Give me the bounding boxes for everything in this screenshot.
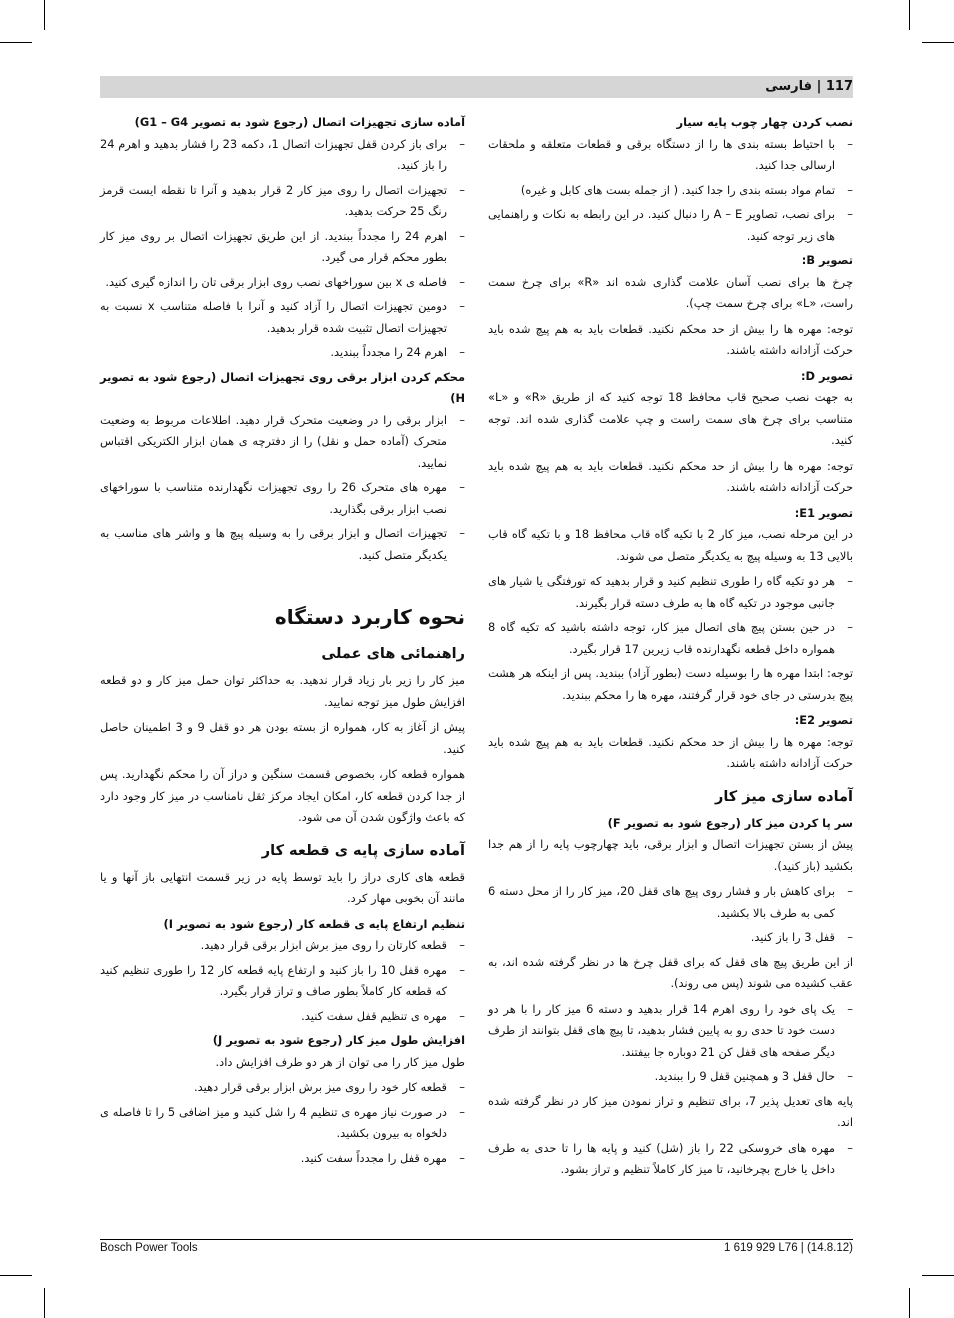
crop-mark (0, 42, 32, 43)
paragraph: توجه: مهره ها را بیش از حد محکم نکنید. قطعات باید به هم پیچ شده باید حرکت آزادانه داشته باشند. (488, 458, 853, 494)
list-item: – برای نصب، تصاویر A – E را دنبال کنید. در این رابطه به نکات و راهنمایی های زیر توجه کنید. (488, 204, 853, 247)
list-item: – در صورت نیاز مهره ی تنظیم 4 را شل کنید و میز اضافی 5 را تا فاصله ی دلخواه به بیرون بکشید. (100, 1102, 465, 1145)
right-column (488, 112, 853, 1184)
crop-mark (922, 1275, 954, 1276)
paragraph: پیش از بستن تجهیزات اتصال و ابزار برقی، باید چهارچوب پایه را از هم جدا بکشید (باز کنید). (488, 837, 853, 873)
paragraph: به جهت نصب صحیح قاب محافظ 18 توجه کنید که از طریق «R» و «L» متناسب برای چرخ های سمت راست و چپ علامت گذاری شده اند. توجه کنید. (488, 390, 853, 447)
subsection-heading: آماده سازی میز کار (714, 788, 853, 805)
list-item: – حال قفل 3 و همچنین قفل 9 را ببندید. (488, 1066, 853, 1088)
list-item: – در حین بستن پیچ های اتصال میز کار، توجه داشته باشید که تکیه گاه 8 همواره داخل قطعه نگهدارنده قاب زیرین 17 قرار بگیرد. (488, 617, 853, 660)
list-item: – قطعه کار خود را روی میز برش ابزار برقی قرار دهید. (100, 1077, 465, 1099)
paragraph: همواره قطعه کار، بخصوص قسمت سنگین و دراز آن را محکم نگهدارید. پس از جدا کردن قطعه کار، امکان ایجاد مرکز ثقل نامناسب در میز کار وجود دارد که باعث واژگون شدن آن می شود. (100, 767, 465, 824)
paragraph-heading: محکم کردن ابزار برقی روی تجهیزات اتصال (رجوع شود به تصویر H) (100, 369, 465, 405)
footer-doc-number: 1 619 929 L76 | (14.8.12) (724, 1242, 853, 1254)
paragraph-heading: تصویر B: (801, 253, 853, 267)
list-item: – تمام مواد بسته بندی را جدا کنید. ( از جمله بست های کابل و غیره) (488, 180, 853, 202)
list-item: – قفل 3 را باز کنید. (488, 927, 853, 949)
paragraph-heading: تنظیم ارتفاع پایه ی قطعه کار (رجوع شود به تصویر I) (163, 916, 465, 931)
paragraph-heading: سر پا کردن میز کار (رجوع شود به تصویر F) (607, 815, 853, 830)
list-item: – با احتیاط بسته بندی ها را از دستگاه برقی و قطعات متعلقه و ملحقات ارسالی جدا کنید. (488, 134, 853, 177)
page-header (765, 76, 853, 98)
paragraph: توجه: ابتدا مهره ها را بوسیله دست (بطور آزاد) ببندید. پس از اینکه هر هشت پیچ بدرستی در جای خود قرار گرفتند، مهره ها را محکم ببندید. (488, 666, 853, 702)
crop-mark (0, 1275, 32, 1276)
crop-mark (922, 42, 954, 43)
paragraph: توجه: مهره ها را بیش از حد محکم نکنید. قطعات باید به هم پیچ شده باید حرکت آزادانه داشته باشند. (488, 734, 853, 770)
list-item: – مهره ی تنظیم قفل سفت کنید. (100, 1006, 465, 1028)
crop-mark (44, 1288, 45, 1318)
list-item: – برای کاهش بار و فشار روی پیچ های قفل 20، میز کار را از محل دسته 6 کمی به طرف بالا بکشید. (488, 881, 853, 924)
list-item: – هر دو تکیه گاه را طوری تنظیم کنید و قرار بدهید که تورفتگی یا شیار های جانبی موجود در تکیه گاه ها به طرف دسته قرار بگیرند. (488, 571, 853, 614)
left-column (100, 112, 465, 1172)
section-title: نحوه کاربرد دستگاه (274, 605, 465, 629)
crop-mark (909, 0, 910, 30)
list-item: – اهرم 24 را مجدداً ببندید. (100, 342, 465, 364)
paragraph-heading: تصویر E1: (794, 505, 853, 520)
subsection-heading: راهنمائی های عملی (321, 646, 465, 662)
list-item: – یک پای خود را روی اهرم 14 قرار بدهید و دسته 6 میز کار را با هر دو دست خود تا حدی رو به پایین فشار بدهید، تا پیچ های قفل بتوانند از طرف دیگر صفحه های قفل کن 21 دوباره جا بیفتند. (488, 999, 853, 1064)
list-item: – ابزار برقی را در وضعیت متحرک قرار دهید. اطلاعات مربوط به وضعیت متحرک (آماده حمل و نقل) را از دفترچه ی همان ابزار الکتریکی اقتباس نمایید. (100, 410, 465, 475)
list-item: – تجهیزات اتصال را روی میز کار 2 قرار بدهید و آنرا تا نقطه ایست قرمز رنگ 25 حرکت بدهید. (100, 180, 465, 223)
list-item: – اهرم 24 را مجدداً ببندید. از این طریق تجهیزات اتصال بر روی میز کار بطور محکم قرار می گیرد. (100, 226, 465, 269)
list-item: – دومین تجهیزات اتصال را آزاد کنید و آنرا با فاصله متناسب x نسبت به تجهیزات اتصال تثبیت شده قرار بدهید. (100, 296, 465, 339)
footer-rule (100, 1239, 853, 1240)
subsection-heading: آماده سازی پایه ی قطعه کار (261, 842, 465, 859)
crop-mark (44, 0, 45, 30)
paragraph: توجه: مهره ها را بیش از حد محکم نکنید. قطعات باید به هم پیچ شده باید حرکت آزادانه داشته باشند. (488, 321, 853, 357)
paragraph-heading: نصب کردن چهار چوب پایه سیار (676, 115, 853, 129)
paragraph-heading: آماده سازی تجهیزات اتصال (رجوع شود به تصویر G1 – G4) (134, 115, 465, 129)
paragraph-heading: تصویر D: (800, 368, 853, 383)
list-item: – مهره قفل را مجدداً سفت کنید. (100, 1148, 465, 1170)
page-number: 117 (825, 79, 853, 94)
paragraph: از این طریق پیچ های قفل که برای قفل چرخ ها در نظر گرفته شده اند، به عقب کشیده می شوند (پس می روند). (488, 954, 853, 990)
list-item: – مهره های متحرک 26 را روی تجهیزات نگهدارنده متناسب با سوراخهای نصب ابزار برقی بگذارید. (100, 477, 465, 520)
list-item: – مهره های خروسکی 22 را باز (شل) کنید و پایه ها را تا حدی به طرف داخل یا خارج بچرخانید، تا میز کار کاملاً تنظیم و تراز بشود. (488, 1138, 853, 1181)
paragraph: در این مرحله نصب، میز کار 2 با تکیه گاه قاب محافظ 18 و با تکیه گاه قاب بالایی 13 به وسیله پیچ به یکدیگر متصل می شوند. (488, 527, 853, 563)
list-item: – فاصله ی x بین سوراخهای نصب روی ابزار برقی تان را اندازه گیری کنید. (100, 272, 465, 294)
list-item: – برای باز کردن قفل تجهیزات اتصال 1، دکمه 23 را فشار بدهید و اهرم 24 را باز کنید. (100, 134, 465, 177)
list-item: – مهره قفل 10 را باز کنید و ارتفاع پایه قطعه کار 12 را طوری تنظیم کنید که قطعه کار کاملاً بطور صاف و تراز قرار بگیرد. (100, 960, 465, 1003)
header-bar (100, 76, 853, 98)
paragraph: پیش از آغاز به کار، همواره از بسته بودن هر دو قفل 9 و 3 اطمینان حاصل کنید. (100, 720, 466, 756)
header-separator: | (816, 79, 822, 94)
footer-brand: Bosch Power Tools (100, 1242, 198, 1254)
list-item: – قطعه کارتان را روی میز برش ابزار برقی قرار دهید. (100, 935, 465, 957)
paragraph-heading: افزایش طول میز کار (رجوع شود به تصویر J) (212, 1033, 465, 1047)
paragraph-heading: تصویر E2: (794, 713, 853, 727)
paragraph: چرخ ها برای نصب آسان علامت گذاری شده اند «R» برای چرخ سمت راست، «L» برای چرخ سمت چپ). (488, 274, 853, 310)
header-language: فارسی (765, 79, 813, 94)
list-item: – تجهیزات اتصال و ابزار برقی را به وسیله پیچ ها و واشر های مناسب به یکدیگر متصل کنید. (100, 523, 465, 566)
crop-mark (909, 1288, 910, 1318)
paragraph: قطعه های کاری دراز را باید توسط پایه در زیر قسمت انتهایی باز آنها و یا مانند آن بخوبی مهار کرد. (100, 869, 465, 905)
paragraph: پایه های تعدیل پذیر 7، برای تنظیم و تراز نمودن میز کار در نظر گرفته شده اند. (488, 1093, 853, 1129)
paragraph: طول میز کار را می توان از هر دو طرف افزایش داد. (215, 1054, 465, 1069)
paragraph: میز کار را زیر بار زیاد قرار ندهید. به حداکثر توان حمل میز کار و دو قطعه افزایش طول میز توجه نمایید. (100, 673, 465, 709)
